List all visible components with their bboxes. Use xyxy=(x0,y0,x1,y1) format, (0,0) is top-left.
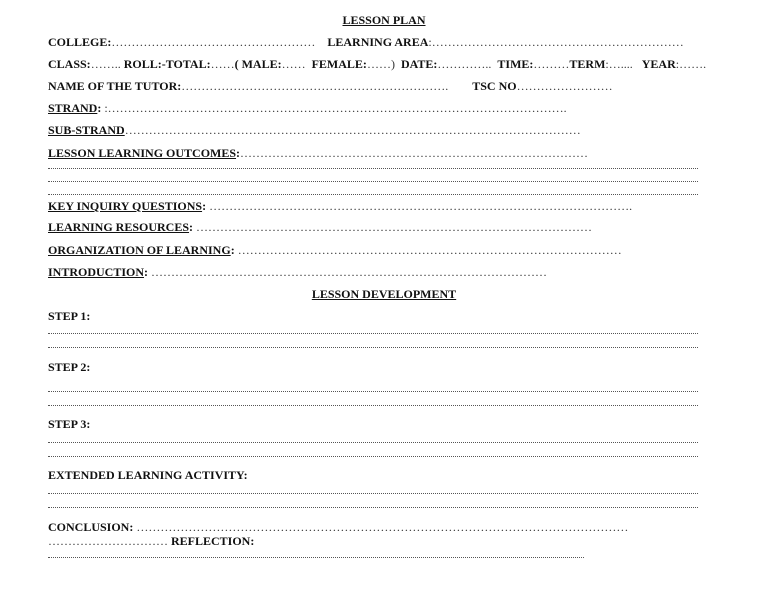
outcomes-writing-line[interactable] xyxy=(48,181,698,182)
row-class-details xyxy=(48,56,707,72)
class-label: CLASS: xyxy=(48,57,91,71)
female-field[interactable]: ……) xyxy=(366,57,395,71)
year-label: YEAR xyxy=(641,57,676,71)
term-label: TERM xyxy=(569,57,606,71)
strand-label: STRAND xyxy=(48,101,98,115)
strand-colon: : xyxy=(97,101,102,115)
introduction-colon: : xyxy=(144,265,149,279)
inquiry-label: KEY INQUIRY QUESTIONS xyxy=(48,199,203,213)
step-2-label: STEP 2: xyxy=(48,360,91,374)
outcomes-writing-line[interactable] xyxy=(48,194,698,195)
term-field[interactable]: :….... xyxy=(605,57,633,71)
time-label: TIME: xyxy=(497,57,534,71)
row-resources xyxy=(48,219,698,235)
step-1-writing-line[interactable] xyxy=(48,333,698,334)
sub-strand-label: SUB-STRAND xyxy=(48,123,125,137)
college-field[interactable]: …………………………………………… xyxy=(111,35,316,49)
male-field[interactable]: …… xyxy=(281,57,306,71)
learning-area-field[interactable]: :……………………………………………………… xyxy=(428,35,684,49)
college-label: COLLEGE: xyxy=(48,35,112,49)
date-label: DATE: xyxy=(400,57,438,71)
extended-writing-line[interactable] xyxy=(48,507,698,508)
roll-total-field[interactable]: …… xyxy=(210,57,235,71)
page-title: LESSON PLAN xyxy=(342,13,426,27)
inquiry-colon: : xyxy=(202,199,207,213)
row-inquiry xyxy=(48,198,698,214)
step-2-writing-line[interactable] xyxy=(48,391,698,392)
row-organization xyxy=(48,242,698,258)
outcomes-field[interactable]: …………………………………………………………………………… xyxy=(240,146,589,160)
resources-field[interactable]: ……………………………………………………………………………………… xyxy=(193,220,593,234)
row-strand xyxy=(48,100,698,116)
organization-colon: : xyxy=(230,243,235,257)
resources-label: LEARNING RESOURCES xyxy=(48,220,190,234)
roll-total-label: ROLL:-TOTAL: xyxy=(123,57,211,71)
resources-colon: : xyxy=(189,220,194,234)
tutor-label: NAME OF THE TUTOR: xyxy=(48,79,182,93)
organization-field[interactable]: …………………………………………………………………………………… xyxy=(234,243,622,257)
row-college-area xyxy=(48,34,698,50)
conclusion-continuation-field[interactable]: ………………………… xyxy=(48,534,168,548)
step-1-label: STEP 1: xyxy=(48,309,91,323)
strand-field[interactable]: :……………………………………………………………………………………………………. xyxy=(101,101,567,115)
tsc-no-field[interactable]: …………………… xyxy=(516,79,613,93)
reflection-writing-line[interactable] xyxy=(48,557,584,558)
organization-label: ORGANIZATION OF LEARNING xyxy=(48,243,231,257)
reflection-label: REFLECTION: xyxy=(171,534,255,548)
step-1-writing-line[interactable] xyxy=(48,347,698,348)
row-tutor xyxy=(48,78,698,94)
introduction-label: INTRODUCTION xyxy=(48,265,145,279)
step-2-writing-line[interactable] xyxy=(48,405,698,406)
year-field[interactable]: :……. xyxy=(675,57,707,71)
tsc-no-label: TSC NO xyxy=(472,79,517,93)
row-outcomes xyxy=(48,145,698,161)
lesson-development-heading: LESSON DEVELOPMENT xyxy=(311,287,457,301)
step-3-label: STEP 3: xyxy=(48,417,91,431)
row-introduction xyxy=(48,264,698,280)
row-sub-strand xyxy=(48,122,698,138)
date-field[interactable]: ………….. xyxy=(437,57,492,71)
class-field[interactable]: …….. xyxy=(90,57,121,71)
time-field[interactable]: ……… xyxy=(533,57,570,71)
male-label: ( MALE: xyxy=(234,57,282,71)
extended-activity-label: EXTENDED LEARNING ACTIVITY: xyxy=(48,468,248,482)
step-3-writing-line[interactable] xyxy=(48,442,698,443)
conclusion-field[interactable]: …………………………………………………………………………………………………………… xyxy=(133,520,629,534)
tutor-field[interactable]: …………………………………………………………. xyxy=(181,79,449,93)
extended-writing-line[interactable] xyxy=(48,493,698,494)
step-3-writing-line[interactable] xyxy=(48,456,698,457)
sub-strand-field[interactable]: …………………………………………………………………………………………………… xyxy=(124,123,581,137)
outcomes-writing-line[interactable] xyxy=(48,168,698,169)
introduction-field[interactable]: ……………………………………………………………………………………… xyxy=(148,265,548,279)
outcomes-label: LESSON LEARNING OUTCOMES xyxy=(48,146,237,160)
row-reflection xyxy=(48,533,698,549)
learning-area-label: LEARNING AREA xyxy=(327,35,429,49)
outcomes-colon: : xyxy=(236,146,241,160)
conclusion-label: CONCLUSION: xyxy=(48,520,134,534)
inquiry-field[interactable]: ……………………………………………………………………………………………. xyxy=(206,199,633,213)
female-label: FEMALE: xyxy=(311,57,367,71)
